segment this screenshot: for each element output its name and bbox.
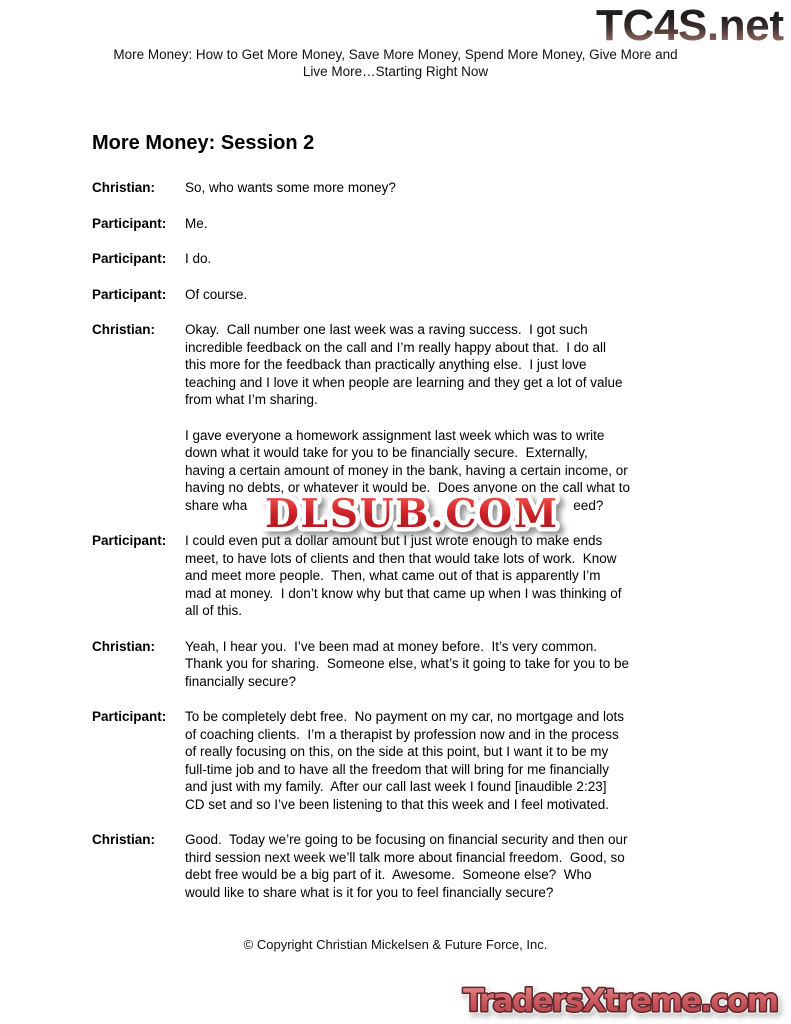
dialogue-line: down what it would take for you to be financially secure. Externally, bbox=[185, 445, 588, 460]
dialogue-text bbox=[185, 215, 731, 233]
transcript-turn bbox=[92, 250, 731, 268]
dialogue-line: having no debts, or whatever it would be. Does anyone on the call what to bbox=[185, 480, 631, 495]
dialogue-paragraph bbox=[185, 286, 731, 304]
dialogue-paragraph bbox=[185, 321, 731, 409]
dialogue-line: I do. bbox=[185, 251, 212, 266]
speaker-label: Participant: bbox=[92, 251, 167, 266]
dialogue-line: of coaching clients. I’m a therapist by profession now and in the process bbox=[185, 726, 619, 742]
copyright-notice: © Copyright Christian Mickelsen & Future Force, Inc. bbox=[243, 937, 548, 952]
transcript-turn bbox=[92, 638, 731, 691]
dialogue-line: of really focusing on this, on the side at this point, but I want it to be my bbox=[185, 744, 609, 759]
transcript-turn bbox=[92, 286, 731, 304]
tradersxtreme-logo bbox=[455, 977, 787, 1023]
transcript-turn bbox=[92, 831, 731, 901]
dialogue-paragraph bbox=[185, 831, 731, 901]
dialogue-line: would like to share what is it for you to feel financially secure? bbox=[185, 884, 554, 900]
transcript-turn bbox=[92, 532, 731, 620]
dialogue-line: I could even put a dollar amount but I just wrote enough to make ends bbox=[185, 533, 603, 548]
dialogue-text bbox=[185, 250, 731, 268]
dialogue-line: debt free would be a big part of it. Awesome. Someone else? Who bbox=[185, 867, 592, 882]
speaker-label: Christian: bbox=[92, 180, 156, 195]
dialogue-text bbox=[185, 638, 731, 691]
dialogue-text bbox=[185, 831, 731, 901]
course-subtitle-line-1: More Money: How to Get More Money, Save More Money, Spend More Money, Give More and bbox=[113, 47, 678, 62]
transcript-turn bbox=[92, 215, 731, 233]
dialogue-text bbox=[185, 532, 731, 620]
dialogue-line: mad at money. I don’t know why but that came up when I was thinking of bbox=[185, 585, 622, 601]
dialogue-line: I gave everyone a homework assignment last week which was to write bbox=[185, 427, 605, 443]
transcript-turn bbox=[92, 708, 731, 813]
dialogue-line: and meet more people. Then, what came out of that is apparently I’m bbox=[185, 568, 601, 583]
dialogue-paragraph bbox=[185, 638, 731, 691]
speaker-label: Participant: bbox=[92, 533, 167, 548]
page-title: More Money: Session 2 bbox=[92, 132, 315, 154]
tc4s-logo bbox=[592, 1, 788, 49]
speaker-label: Christian: bbox=[92, 322, 156, 337]
dialogue-paragraph bbox=[185, 532, 731, 620]
dialogue-fragment-right: eed? bbox=[573, 497, 604, 513]
dialogue-line: financially secure? bbox=[185, 673, 297, 689]
tradersxtreme-logo-text: TradersXtreme.com bbox=[463, 983, 779, 1019]
dialogue-paragraph bbox=[185, 215, 731, 233]
dialogue-line: full-time job and to have all the freedom that will bring for me financially bbox=[185, 761, 609, 777]
dialogue-line: meet, to have lots of clients and then that would take lots of work. Know bbox=[185, 550, 617, 566]
dialogue-line: third session next week we’ll talk more about financial freedom. Good, so bbox=[185, 849, 625, 865]
speaker-label: Participant: bbox=[92, 709, 167, 724]
dialogue-line: Good. Today we’re going to be focusing on financial security and then our bbox=[185, 832, 628, 847]
dialogue-paragraph bbox=[185, 708, 731, 813]
dialogue-line: To be completely debt free. No payment on my car, no mortgage and lots bbox=[185, 709, 624, 724]
dialogue-line: Yeah, I hear you. I’ve been mad at money before. It’s very common. bbox=[185, 638, 597, 654]
dialogue-text bbox=[185, 179, 731, 197]
dialogue-line: Okay. Call number one last week was a raving success. I got such bbox=[185, 322, 588, 337]
dialogue-line: incredible feedback on the call and I’m really happy about that. I do all bbox=[185, 339, 607, 355]
dialogue-line: from what I’m sharing. bbox=[185, 392, 318, 407]
speaker-label: Christian: bbox=[92, 638, 156, 654]
dlsub-watermark-text: DLSUB.COM bbox=[265, 491, 557, 537]
dialogue-line: CD set and so I’ve been listening to that this week and I feel motivated. bbox=[185, 796, 609, 812]
dialogue-line: Of course. bbox=[185, 286, 248, 302]
dialogue-line: teaching and I love it when people are learning and they get a lot of value bbox=[185, 374, 623, 390]
speaker-label: Participant: bbox=[92, 286, 167, 302]
dialogue-line: and just with my family. After our call last week I found [inaudible 2:23] bbox=[185, 779, 607, 794]
transcript-turn bbox=[92, 179, 731, 197]
dialogue-fragment-left: share wha bbox=[185, 497, 248, 513]
dialogue-text bbox=[185, 708, 731, 813]
dialogue-paragraph bbox=[185, 250, 731, 268]
dialogue-line: Me. bbox=[185, 215, 208, 231]
dlsub-watermark bbox=[246, 483, 576, 541]
speaker-label: Participant: bbox=[92, 215, 167, 231]
speaker-label: Christian: bbox=[92, 832, 156, 847]
dialogue-line: all of this. bbox=[185, 603, 243, 618]
dialogue-line: Thank you for sharing. Someone else, what’s it going to take for you to be bbox=[185, 656, 630, 671]
dialogue-line: having a certain amount of money in the bank, having a certain income, or bbox=[185, 462, 628, 478]
dialogue-text bbox=[185, 286, 731, 304]
tc4s-logo-text: TC4S.net bbox=[596, 1, 784, 49]
dialogue-line: So, who wants some more money? bbox=[185, 180, 396, 195]
dialogue-paragraph bbox=[185, 179, 731, 197]
course-subtitle-line-2: Live More…Starting Right Now bbox=[302, 64, 489, 79]
dialogue-line: this more for the feedback than practically anything else. I just love bbox=[185, 357, 587, 372]
